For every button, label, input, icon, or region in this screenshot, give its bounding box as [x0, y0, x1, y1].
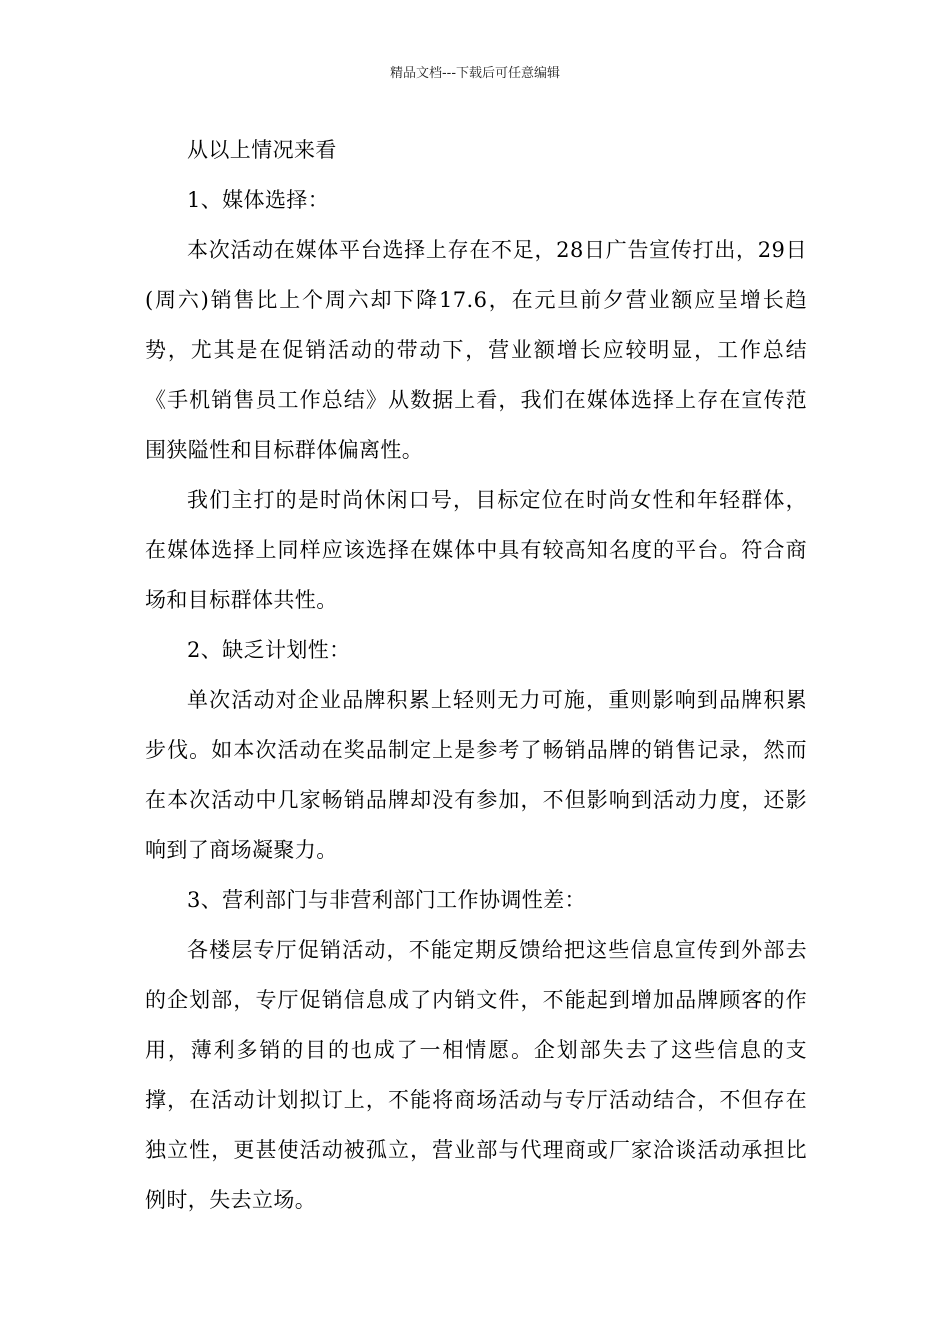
- paragraph-intro: 从以上情况来看: [187, 138, 337, 162]
- page-header: 精品文档---下载后可任意编辑: [389, 66, 561, 81]
- heading-media-selection: 1、媒体选择：: [187, 188, 330, 212]
- document-body: [145, 125, 807, 1225]
- heading-lack-of-planning: 2、缺乏计划性：: [187, 638, 351, 662]
- heading-department-coordination: 3、营利部门与非营利部门工作协调性差：: [187, 888, 586, 912]
- paragraph-department-coordination: 各楼层专厅促销活动，不能定期反馈给把这些信息宣传到外部去的企划部，专厅促销信息成了内销文件，不能起到增加品牌顾客的作用，薄利多销的目的也成了一相情愿。企划部失去了这些信息的支撑，在活动计划拟订上，不能将商场活动与专厅活动结合，不但存在独立性，更甚使活动被孤立，营业部与代理商或厂家洽谈活动承担比例时，失去立场。: [145, 938, 807, 1212]
- paragraph-target-positioning: 我们主打的是时尚休闲口号，目标定位在时尚女性和年轻群体，在媒体选择上同样应该选择在媒体中具有较高知名度的平台。符合商场和目标群体共性。: [145, 488, 807, 612]
- paragraph-media-selection: 本次活动在媒体平台选择上存在不足，28日广告宣传打出，29日(周六)销售比上个周六却下降17.6，在元旦前夕营业额应呈增长趋势，尤其是在促销活动的带动下，营业额增长应较明显，工作总结《手机销售员工作总结》从数据上看，我们在媒体选择上存在宣传范围狭隘性和目标群体偏离性。: [145, 238, 807, 462]
- paragraph-lack-of-planning: 单次活动对企业品牌积累上轻则无力可施，重则影响到品牌积累步伐。如本次活动在奖品制定上是参考了畅销品牌的销售记录，然而在本次活动中几家畅销品牌却没有参加，不但影响到活动力度，还影响到了商场凝聚力。: [145, 688, 807, 862]
